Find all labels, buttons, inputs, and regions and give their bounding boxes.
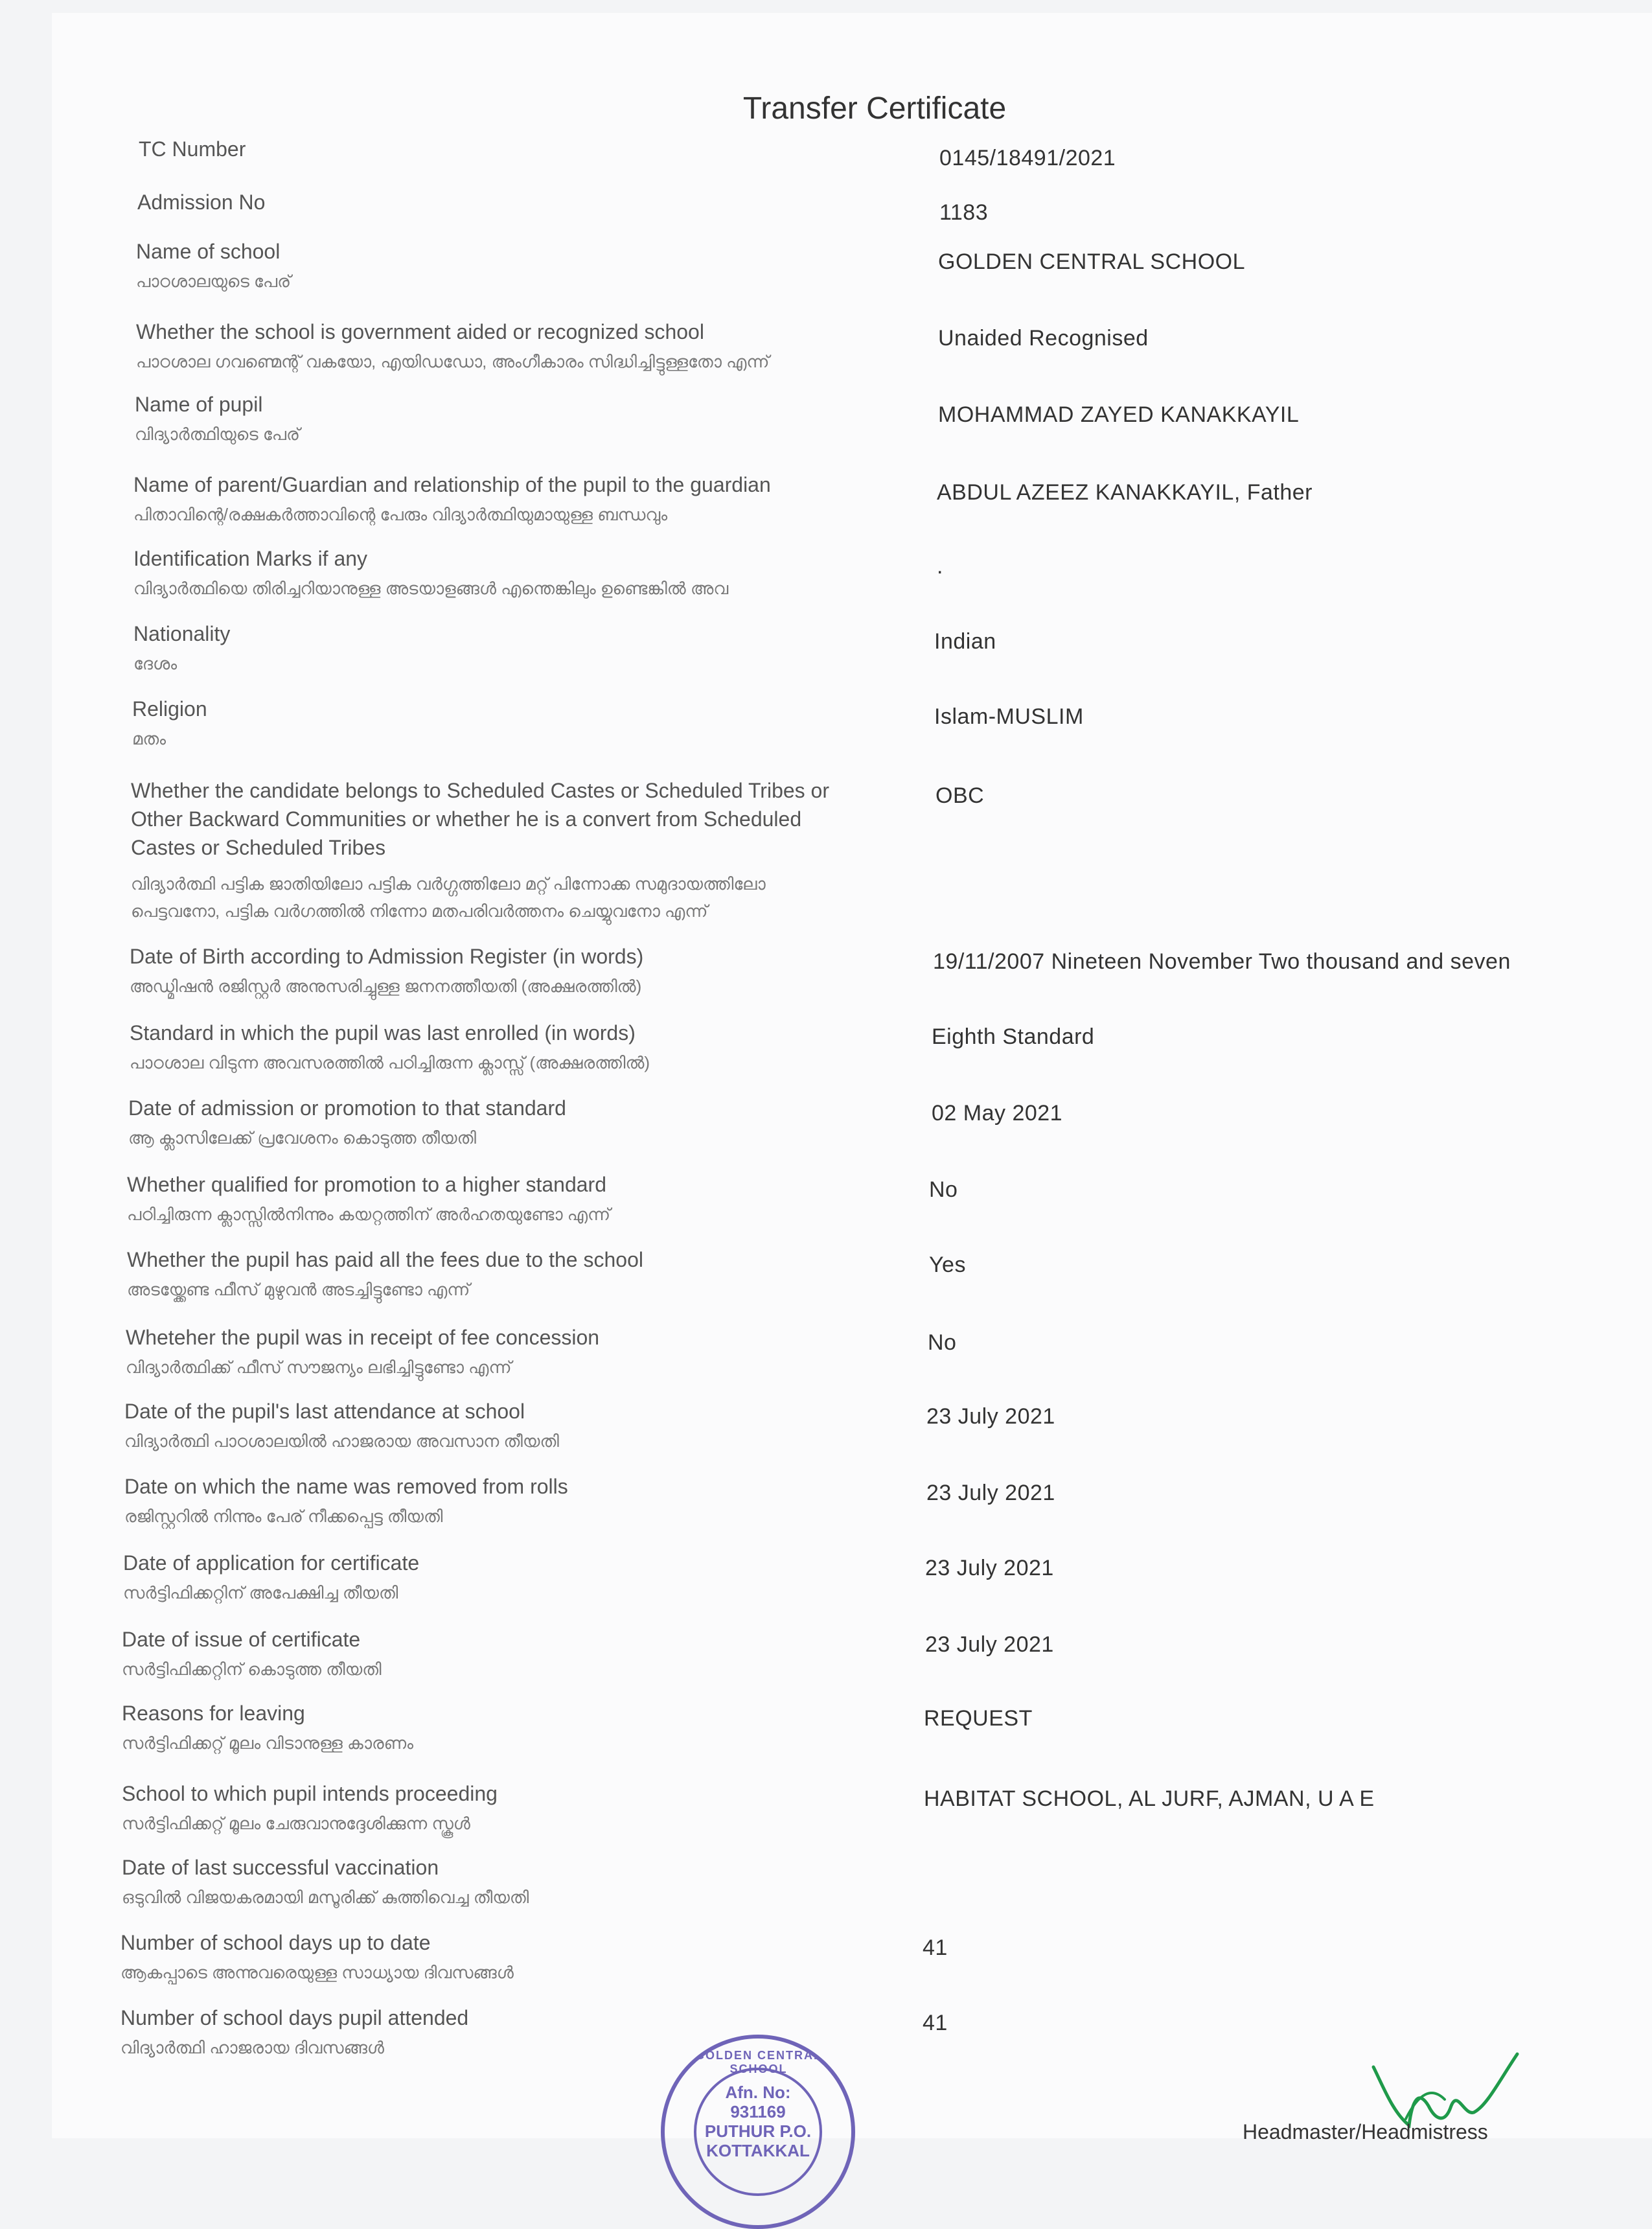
- field-label-malayalam: ആകപ്പാടെ അന്നുവരെയുള്ള സാധ്യായ ദിവസങ്ങൾ: [120, 1963, 514, 1982]
- field-label: Religion: [132, 697, 207, 721]
- field-label: School to which pupil intends proceeding: [122, 1782, 498, 1805]
- seal-line-2: 931169: [730, 2102, 786, 2121]
- field-value: .: [937, 554, 943, 579]
- field-label: Date of Birth according to Admission Register (in words): [130, 945, 644, 968]
- field-label-malayalam: പിതാവിന്റെ/രക്ഷകർത്താവിന്റെ പേരും വിദ്യാർത്ഥിയുമായുള്ള ബന്ധവും: [133, 505, 668, 524]
- field-label-malayalam: പഠിച്ചിരുന്ന ക്ലാസ്സിൽനിന്നും കയറ്റത്തിന് അർഹതയുണ്ടോ എന്ന്: [127, 1205, 611, 1224]
- field-label-malayalam: വിദ്യാർത്ഥി ഹാജരായ ദിവസങ്ങൾ: [120, 2038, 384, 2057]
- field-value: 41: [923, 2011, 948, 2035]
- field-value: Yes: [929, 1253, 966, 1277]
- field-label: Name of pupil: [135, 393, 263, 416]
- field-label: Identification Marks if any: [133, 547, 368, 570]
- field-label-malayalam: രജിസ്റ്ററിൽ നിന്നും പേര് നീക്കപ്പെട്ട തീയതി: [124, 1507, 443, 1526]
- field-value: No: [928, 1330, 957, 1355]
- seal-line-1: Afn. No:: [725, 2083, 791, 2102]
- headmaster-label: Headmaster/Headmistress: [1243, 2120, 1488, 2143]
- field-value: GOLDEN CENTRAL SCHOOL: [938, 249, 1245, 274]
- field-value: 02 May 2021: [932, 1101, 1063, 1126]
- field-value: Unaided Recognised: [938, 326, 1149, 351]
- field-value: 1183: [939, 200, 989, 225]
- field-label: Number of school days pupil attended: [120, 2006, 469, 2029]
- field-value: 0145/18491/2021: [939, 146, 1116, 170]
- field-value: 23 July 2021: [926, 1404, 1055, 1429]
- field-label-malayalam: വിദ്യാർത്ഥി പാഠശാലയിൽ ഹാജരായ അവസാന തീയതി: [124, 1431, 559, 1451]
- field-value: HABITAT SCHOOL, AL JURF, AJMAN, U A E: [924, 1786, 1375, 1811]
- field-label: Date of application for certificate: [123, 1551, 420, 1575]
- caste-question-ml-line-2: പെട്ടവനോ, പട്ടിക വർഗത്തിൽ നിന്നോ മതപരിവർത്തനം ചെയ്യുവനോ എന്ന്: [131, 901, 708, 921]
- seal-ring-text: GOLDEN CENTRAL SCHOOL: [695, 2049, 822, 2075]
- seal-line-3: PUTHUR P.O.: [704, 2121, 812, 2141]
- field-value: 23 July 2021: [925, 1632, 1054, 1657]
- field-value: Eighth Standard: [932, 1024, 1095, 1049]
- field-label-malayalam: ദേശം: [133, 654, 178, 673]
- field-label: Name of parent/Guardian and relationship of the pupil to the guardian: [133, 473, 771, 496]
- field-label-malayalam: അഡ്മിഷൻ രജിസ്റ്റർ അനുസരിച്ചുള്ള ജനനത്തീയതി (അക്ഷരത്തിൽ): [130, 976, 642, 996]
- caste-question-ml-line-1: വിദ്യാർത്ഥി പട്ടിക ജാതിയിലോ പട്ടിക വർഗ്ഗത്തിലോ മറ്റ് പിന്നോക്ക സമുദായത്തിലോ: [131, 874, 766, 894]
- field-value: 23 July 2021: [925, 1556, 1054, 1580]
- field-label-malayalam: വിദ്യാർത്ഥിയെ തിരിച്ചറിയാനുള്ള അടയാളങ്ങൾ എന്തെങ്കിലും ഉണ്ടെങ്കിൽ അവ: [133, 579, 729, 598]
- seal-line-4: KOTTAKKAL: [706, 2141, 810, 2160]
- field-label-malayalam: പാഠശാല വിടുന്ന അവസരത്തിൽ പഠിച്ചിരുന്ന ക്ലാസ്സ് (അക്ഷരത്തിൽ): [130, 1053, 650, 1072]
- field-label: Standard in which the pupil was last enrolled (in words): [130, 1021, 636, 1045]
- caste-question-value: OBC: [935, 783, 985, 808]
- field-label: Admission No: [137, 191, 266, 214]
- field-label-malayalam: ആ ക്ലാസിലേക്ക് പ്രവേശനം കൊടുത്ത തീയതി: [128, 1128, 477, 1148]
- field-label: Date of the pupil's last attendance at school: [124, 1400, 525, 1423]
- field-label: Whether qualified for promotion to a higher standard: [127, 1173, 606, 1196]
- field-label: Whether the pupil has paid all the fees due to the school: [127, 1248, 643, 1271]
- field-label-malayalam: മതം: [132, 729, 166, 748]
- field-value: Islam-MUSLIM: [934, 704, 1084, 729]
- field-label: TC Number: [139, 137, 246, 161]
- caste-question-line-3: Castes or Scheduled Tribes: [131, 836, 386, 859]
- field-label: Date of admission or promotion to that standard: [128, 1096, 566, 1120]
- field-value: MOHAMMAD ZAYED KANAKKAYIL: [938, 402, 1300, 427]
- field-value: 41: [923, 1935, 948, 1960]
- field-value: 19/11/2007 Nineteen November Two thousand and seven: [933, 949, 1511, 974]
- field-label-malayalam: അടയ്ക്കേണ്ട ഫീസ് മുഴുവൻ അടച്ചിട്ടുണ്ടോ എന്ന്: [127, 1280, 470, 1299]
- field-label: Date of issue of certificate: [122, 1628, 361, 1651]
- field-label-malayalam: സർട്ടിഫിക്കറ്റിന് കൊടുത്ത തീയതി: [122, 1659, 382, 1679]
- field-label: Whether the school is government aided or recognized school: [136, 320, 704, 343]
- caste-question-line-2: Other Backward Communities or whether he is a convert from Scheduled: [131, 807, 802, 831]
- field-label-malayalam: പാഠശാല ഗവണ്മെന്റ് വകയോ, എയിഡഡോ, അംഗീകാരം സിദ്ധിച്ചിട്ടുള്ളതോ എന്ന്: [136, 352, 770, 371]
- caste-question-line-1: Whether the candidate belongs to Scheduled Castes or Scheduled Tribes or: [131, 779, 829, 802]
- field-label-malayalam: സർട്ടിഫിക്കറ്റിന് അപേക്ഷിച്ച തീയതി: [123, 1583, 398, 1602]
- field-label-malayalam: പാഠശാലയുടെ പേര്: [136, 271, 292, 291]
- field-label: Date on which the name was removed from rolls: [124, 1475, 568, 1498]
- field-value: Indian: [934, 629, 996, 654]
- field-label: Number of school days up to date: [120, 1931, 431, 1954]
- field-value: ABDUL AZEEZ KANAKKAYIL, Father: [937, 480, 1313, 505]
- field-value: No: [929, 1177, 958, 1202]
- school-seal: [661, 2035, 855, 2229]
- document-title: Transfer Certificate: [742, 91, 1007, 126]
- field-label-malayalam: വിദ്യാർത്ഥിയുടെ പേര്: [135, 424, 300, 444]
- field-label-malayalam: സർട്ടിഫിക്കറ്റ് മൂലം വിടാനുള്ള കാരണം: [122, 1733, 413, 1753]
- field-value: 23 July 2021: [926, 1481, 1055, 1505]
- field-label-malayalam: സർട്ടിഫിക്കറ്റ് മൂലം ചേരുവാനുദ്ദേശിക്കുന്ന സ്കൂൾ: [122, 1814, 470, 1833]
- field-label: Nationality: [133, 622, 231, 645]
- field-label: Name of school: [136, 240, 281, 263]
- field-label: Wheteher the pupil was in receipt of fee concession: [126, 1326, 600, 1349]
- field-label: Date of last successful vaccination: [122, 1856, 439, 1879]
- field-label: Reasons for leaving: [122, 1702, 305, 1725]
- field-label-malayalam: വിദ്യാർത്ഥിക്ക് ഫീസ് സൗജന്യം ലഭിച്ചിട്ടുണ്ടോ എന്ന്: [126, 1357, 512, 1377]
- field-label-malayalam: ഒടുവിൽ വിജയകരമായി മസൂരിക്ക് കുത്തിവെച്ച തീയതി: [122, 1888, 529, 1907]
- field-value: REQUEST: [924, 1706, 1033, 1731]
